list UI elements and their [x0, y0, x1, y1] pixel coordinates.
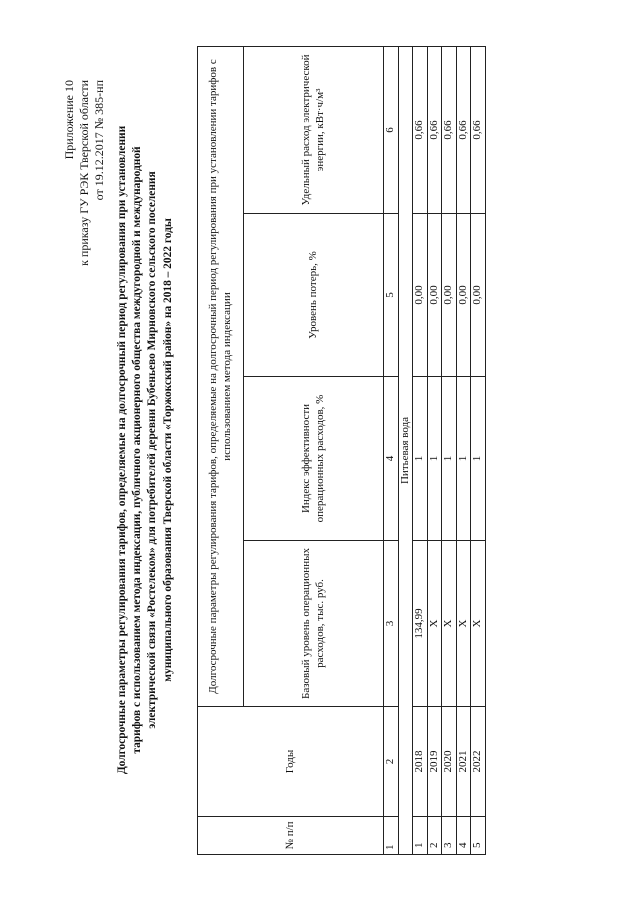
title-line-1: Долгосрочные параметры регулирования тарифов, определяемые на долгосрочный период регулирования при установлении [116, 125, 128, 775]
row-loss: 0,00 [413, 214, 428, 377]
header-years: Годы [198, 707, 384, 817]
row-base: Х [456, 541, 471, 707]
header-group: Долгосрочные параметры регулирования тарифов, определяемые на долгосрочный период регулирования при установлении тарифов с использованием метода индексации [198, 46, 244, 706]
table-row [413, 46, 428, 854]
row-loss: 0,00 [471, 214, 486, 377]
row-loss: 0,00 [456, 214, 471, 377]
header-base-level: Базовый уровень операционных расходов, тыс. руб. [244, 541, 384, 707]
row-base: Х [427, 541, 442, 707]
tariff-parameters-table [197, 46, 486, 855]
header-energy-consumption: Удельный расход электрической энергии, кВт·ч/м³ [244, 46, 384, 213]
column-number: 1 [384, 817, 399, 855]
row-year: 2022 [471, 707, 486, 817]
header-row-group [198, 46, 244, 854]
row-base: Х [442, 541, 457, 707]
appendix-date: от 19.12.2017 № 385-нп [92, 80, 106, 201]
row-no: 5 [471, 817, 486, 855]
row-loss: 0,00 [442, 214, 457, 377]
row-index: 1 [427, 377, 442, 541]
row-index: 1 [442, 377, 457, 541]
section-row [398, 46, 413, 854]
row-base: 134,99 [413, 541, 428, 707]
document-title [115, 115, 176, 785]
row-year: 2019 [427, 707, 442, 817]
row-no: 4 [456, 817, 471, 855]
row-energy: 0,66 [456, 46, 471, 213]
header-no: № п/п [198, 817, 384, 855]
row-index: 1 [413, 377, 428, 541]
column-number: 2 [384, 707, 399, 817]
appendix-order: к приказу ГУ РЭК Тверской области [77, 80, 91, 266]
row-energy: 0,66 [427, 46, 442, 213]
row-energy: 0,66 [442, 46, 457, 213]
row-loss: 0,00 [427, 214, 442, 377]
title-line-3: электрической связи «Ростелеком» для потребителей деревни Бубеньево Мирновского сельского поселения [146, 171, 159, 729]
table-row [442, 46, 457, 854]
column-number: 3 [384, 541, 399, 707]
appendix-reference [62, 80, 107, 410]
column-number: 6 [384, 46, 399, 213]
row-index: 1 [456, 377, 471, 541]
title-line-2: тарифов с использованием метода индексации, публичного акционерного общества междугородной и международной [131, 146, 144, 754]
appendix-number: Приложение 10 [62, 80, 76, 160]
title-line-4: муниципального образования Тверской области «Торжокский район» на 2018 – 2022 годы [161, 218, 174, 682]
row-base: Х [471, 541, 486, 707]
header-loss-level: Уровень потерь, % [244, 214, 384, 377]
row-no: 1 [413, 817, 428, 855]
row-index: 1 [471, 377, 486, 541]
column-number: 5 [384, 214, 399, 377]
row-energy: 0,66 [471, 46, 486, 213]
row-year: 2020 [442, 707, 457, 817]
column-number: 4 [384, 377, 399, 541]
column-number-row [384, 46, 399, 854]
row-energy: 0,66 [413, 46, 428, 213]
table-row [427, 46, 442, 854]
row-year: 2018 [413, 707, 428, 817]
table-row [456, 46, 471, 854]
section-drinking-water: Питьевая вода [398, 46, 413, 854]
table-row [471, 46, 486, 854]
row-year: 2021 [456, 707, 471, 817]
row-no: 3 [442, 817, 457, 855]
row-no: 2 [427, 817, 442, 855]
header-efficiency-index: Индекс эффективности операционных расходов, % [244, 377, 384, 541]
